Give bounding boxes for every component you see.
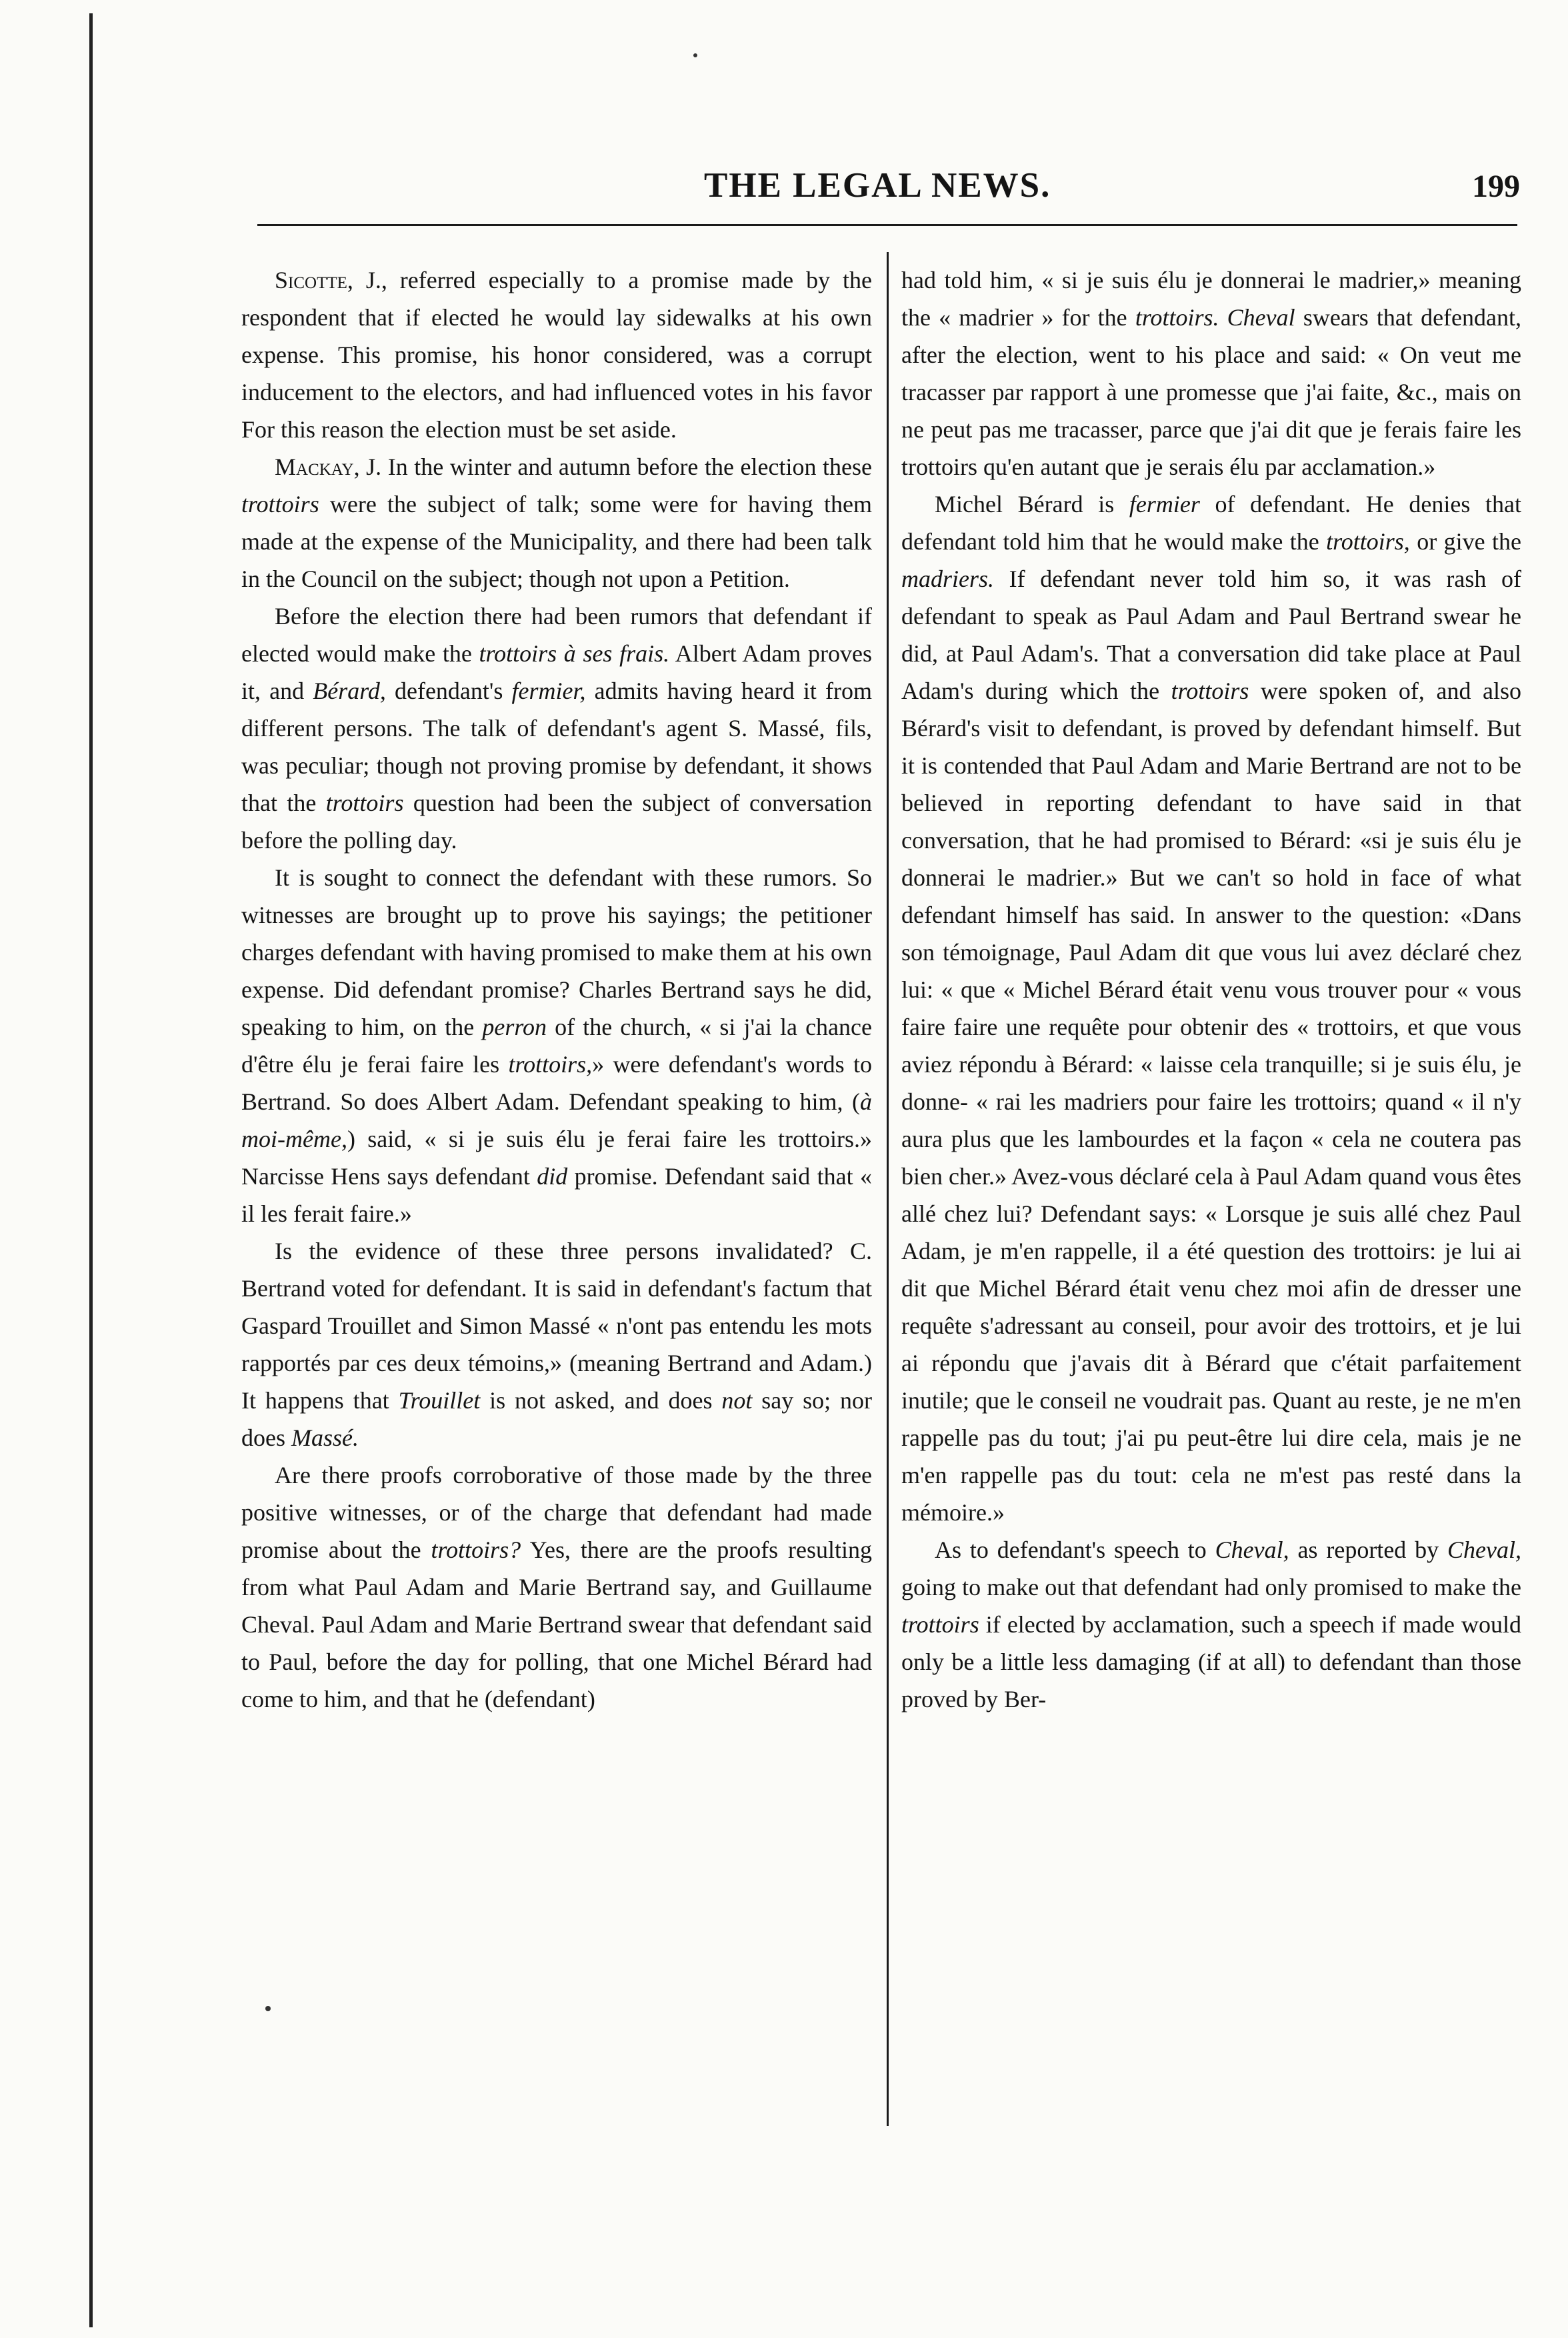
text-run: promise. Defendant said that « il les ferait faire.» bbox=[241, 1163, 872, 1227]
italic-run: Massé. bbox=[291, 1424, 359, 1451]
paragraph-witnesses bbox=[241, 859, 872, 1232]
header-rule bbox=[257, 224, 1517, 226]
italic-run: Bérard, bbox=[313, 678, 386, 704]
italic-run: trottoirs bbox=[1171, 678, 1249, 704]
italic-run: trottoirs, bbox=[1326, 528, 1410, 555]
text-run: Yes, there are the proofs resulting from what Paul Adam and Marie Bertrand say, and Guillaume Cheval. Paul Adam and Marie Bertrand swear that defendant said to Paul, before the day for polling, that one Michel Bérard had come to him, and that he (defendant) bbox=[241, 1536, 872, 1712]
right-column bbox=[901, 261, 1521, 1718]
paragraph-continued bbox=[901, 261, 1521, 485]
journal-title: THE LEGAL NEWS. bbox=[704, 166, 1051, 205]
text-run: as reported by bbox=[1289, 1536, 1448, 1563]
page-number: 199 bbox=[1472, 169, 1520, 204]
text-run: had told him, « si je suis élu je donnerai le madrier,» meaning the « madrier » for the bbox=[901, 267, 1521, 331]
italic-run: Trouillet bbox=[398, 1387, 481, 1414]
italic-run: trottoirs bbox=[241, 491, 319, 517]
italic-run: trottoirs bbox=[901, 1611, 979, 1638]
text-run: if elected by acclamation, such a speech if made would only be a little less damaging (if at all) to defendant than those proved by Ber- bbox=[901, 1611, 1521, 1712]
ink-speck bbox=[693, 53, 697, 57]
paragraph-mackay bbox=[241, 448, 872, 598]
text-run: admits having heard it from different persons. The talk of defendant's agent S. Massé, fils, was peculiar; though not proving promise by defendant, it shows that the bbox=[241, 678, 873, 816]
paragraph-rumors bbox=[241, 598, 872, 859]
italic-run: à moi-même, bbox=[241, 1088, 872, 1152]
text-run: Are there proofs corroborative of those made by the three positive witnesses, or of the charge that defendant had made promise about the bbox=[241, 1462, 872, 1563]
text-run: or give the bbox=[1409, 528, 1521, 555]
italic-run: Cheval, bbox=[1215, 1536, 1289, 1563]
judge-name: Sicotte bbox=[275, 267, 347, 293]
text-run: Albert Adam proves it, and bbox=[241, 640, 873, 704]
italic-run: Cheval, bbox=[1447, 1536, 1521, 1563]
text-run: of the church, « si j'ai la chance d'être élu je ferai faire les bbox=[241, 1014, 872, 1078]
text-run: going to make out that defendant had only promised to make the bbox=[901, 1574, 1521, 1600]
text-run: Before the election there had been rumors that defendant if elected would make the bbox=[241, 603, 872, 667]
column-divider bbox=[887, 252, 889, 2126]
text-run: If defendant never told him so, it was rash of defendant to speak as Paul Adam and Paul Bertrand swear he did, at Paul Adam's. That a conversation did take place at Paul Adam's during which the bbox=[901, 565, 1521, 704]
text-run: say so; nor does bbox=[241, 1387, 872, 1451]
text-run: , J. In the winter and autumn before the election these bbox=[353, 453, 872, 480]
paragraph-text: , J., referred especially to a promise made by the respondent that if elected he would lay sidewalks at his own expense. This promise, his honor considered, was a corrupt inducement to the electors, and had influenced votes in his favor For this reason the election must be set aside. bbox=[241, 267, 872, 443]
italic-run: trottoirs? bbox=[431, 1536, 521, 1563]
italic-run: madriers. bbox=[901, 565, 995, 592]
text-run: is not asked, and does bbox=[480, 1387, 722, 1414]
italic-run: fermier bbox=[1129, 491, 1200, 517]
text-run: defendant's bbox=[385, 678, 512, 704]
paragraph-evidence bbox=[241, 1232, 872, 1456]
text-run: As to defendant's speech to bbox=[935, 1536, 1215, 1563]
italic-run: fermier, bbox=[511, 678, 586, 704]
italic-run: Cheval bbox=[1227, 304, 1295, 331]
text-run: » were defendant's words to Bertrand. So does Albert Adam. Defendant speaking to him, ( bbox=[241, 1051, 872, 1115]
text-run: of defendant. He denies that defendant told him that he would make the bbox=[901, 491, 1521, 555]
judge-name: Mackay bbox=[275, 453, 354, 480]
text-run: Michel Bérard is bbox=[935, 491, 1129, 517]
italic-run: trottoirs. bbox=[1135, 304, 1219, 331]
italic-run: trottoirs, bbox=[508, 1051, 593, 1078]
page-edge-mark bbox=[89, 13, 93, 2327]
text-run: swears that defendant, after the election, went to his place and said: « On veut me tracasser par rapport à une promesse que j'ai faite, &c., mais on ne peut pas me tracasser, parce que j'ai dit que je ferais faire les trottoirs qu'en autant que je serais élu par acclamation.» bbox=[901, 304, 1521, 480]
italic-run: trottoirs bbox=[325, 790, 404, 816]
italic-run: perron bbox=[482, 1014, 547, 1040]
italic-run: trottoirs à ses frais. bbox=[479, 640, 670, 667]
paragraph-proofs bbox=[241, 1456, 872, 1718]
text-run: Is the evidence of these three persons invalidated? C. Bertrand voted for defendant. It is said in defendant's factum that Gaspard Trouillet and Simon Massé « n'ont pas entendu les mots rapportés par ces deux témoins,» (meaning Bertrand and Adam.) It happens that bbox=[241, 1238, 872, 1414]
ink-speck bbox=[265, 2006, 271, 2011]
text-run: question had been the subject of conversation before the polling day. bbox=[241, 790, 872, 854]
text-run: were spoken of, and also Bérard's visit to defendant, is proved by defendant himself. But it is contended that Paul Adam and Marie Bertrand are not to be believed in reporting defendant to have said in that conversation, that he had promised to Bérard: «si je suis élu je donnerai le madrier.» But we can't so hold in face of what defendant himself has said. In answer to the question: «Dans son témoignage, Paul Adam dit que vous lui avez déclaré chez lui: « que « Michel Bérard était venu vous trouver pour « vous faire faire une requête pour obtenir des « trottoirs, et que vous aviez répondu à Bérard: « laisse cela tranquille; si je suis élu, je donne- « rai les madriers pour faire les trottoirs; quand « il n'y aura plus que les lambourdes et la façon « cela ne coutera pas bien cher.» Avez-vous déclaré cela à Paul Adam quand vous êtes allé chez lui? Defendant says: « Lorsque je suis allé chez Paul Adam, je m'en rappelle, il a été question des trottoirs: je lui ai dit que Michel Bérard était venu chez moi afin de dresser une requête s'adressant au conseil, pour avoir des trottoirs, et je lui ai répondu que j'avais dit à Bérard que c'était parfaitement inutile; que le conseil ne voudrait pas. Quant au reste, je ne m'en rappelle pas du tout; j'ai pu peut-être lui dire cela, mais je ne m'en rappelle pas du tout: cela ne m'est pas resté dans la mémoire.» bbox=[901, 678, 1522, 1526]
paragraph-berard bbox=[901, 485, 1521, 1531]
paragraph-sicotte bbox=[241, 261, 872, 448]
text-run: ) said, « si je suis élu je ferai faire les trottoirs.» Narcisse Hens says defendant bbox=[241, 1126, 872, 1190]
left-column bbox=[241, 261, 872, 1718]
text-run: It is sought to connect the defendant with these rumors. So witnesses are brought up to prove his sayings; the petitioner charges defendant with having promised to make them at his own expense. Did defendant promise? Charles Bertrand says he did, speaking to him, on the bbox=[241, 864, 872, 1040]
italic-run: did bbox=[537, 1163, 568, 1190]
text-run: were the subject of talk; some were for having them made at the expense of the Municipality, and there had been talk in the Council on the subject; though not upon a Petition. bbox=[241, 491, 872, 592]
paragraph-cheval bbox=[901, 1531, 1521, 1718]
italic-run: not bbox=[721, 1387, 753, 1414]
page-header bbox=[253, 165, 1520, 212]
